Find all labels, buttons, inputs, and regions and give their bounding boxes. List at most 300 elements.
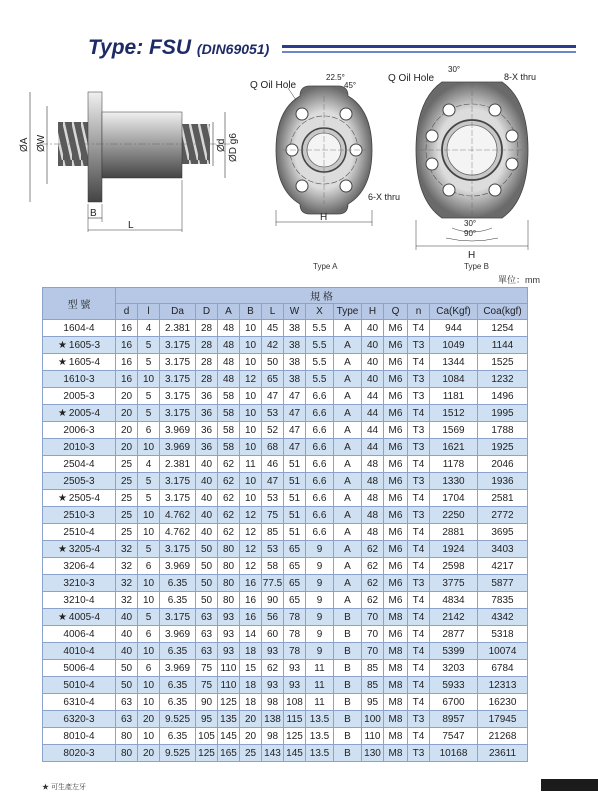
table-cell: 63 (196, 643, 218, 660)
table-cell: 20 (116, 422, 138, 439)
table-cell: 16 (240, 575, 262, 592)
table-cell: 1995 (478, 405, 528, 422)
table-cell: T4 (408, 643, 430, 660)
table-cell: 1330 (430, 473, 478, 490)
table-row (43, 405, 528, 422)
table-cell: 10074 (478, 643, 528, 660)
table-cell: A (334, 422, 362, 439)
table-cell: T4 (408, 592, 430, 609)
table-cell: T3 (408, 422, 430, 439)
table-cell: 62 (218, 507, 240, 524)
table-row (43, 592, 528, 609)
table-cell: 20 (116, 388, 138, 405)
table-cell: 42 (262, 337, 284, 354)
table-cell: 18 (240, 643, 262, 660)
table-cell: 4217 (478, 558, 528, 575)
table-cell: 95 (362, 694, 384, 711)
table-cell: T4 (408, 541, 430, 558)
dim-a: ØA (19, 137, 30, 152)
table-cell: 16230 (478, 694, 528, 711)
table-cell: 5.5 (306, 337, 334, 354)
table-cell: A (334, 405, 362, 422)
table-cell: 80 (218, 558, 240, 575)
left-thread-star-icon: ★ (57, 543, 67, 555)
table-cell: 48 (362, 524, 384, 541)
table-cell: T4 (408, 694, 430, 711)
table-cell: 130 (362, 745, 384, 762)
table-cell: 28 (196, 354, 218, 371)
table-cell: 32 (116, 558, 138, 575)
table-cell: 145 (284, 745, 306, 762)
table-cell: 62 (218, 490, 240, 507)
table-cell: 63 (196, 626, 218, 643)
model-cell (43, 694, 116, 711)
table-cell: 20 (116, 405, 138, 422)
model-cell (43, 320, 116, 337)
table-cell: 98 (262, 728, 284, 745)
table-cell: M6 (384, 473, 408, 490)
table-cell: 93 (218, 609, 240, 626)
table-cell: 32 (116, 575, 138, 592)
table-cell: 93 (218, 643, 240, 660)
table-cell: A (334, 473, 362, 490)
table-cell: T4 (408, 524, 430, 541)
table-cell: 3.175 (160, 609, 196, 626)
model-header: 型 號 (43, 288, 116, 320)
table-cell: 5 (138, 541, 160, 558)
table-cell: M6 (384, 541, 408, 558)
table-cell: 4.762 (160, 507, 196, 524)
table-cell: 3.175 (160, 354, 196, 371)
model-cell (43, 371, 116, 388)
table-cell: 1178 (430, 456, 478, 473)
footnote: ★ 可生產左牙 (42, 784, 86, 791)
table-cell: 75 (196, 677, 218, 694)
table-cell: 48 (362, 473, 384, 490)
table-cell: 2581 (478, 490, 528, 507)
table-cell: 40 (196, 507, 218, 524)
left-thread-star-icon: ★ (57, 492, 67, 504)
table-row (43, 643, 528, 660)
model-cell (43, 626, 116, 643)
table-cell: 75 (196, 660, 218, 677)
model-cell (43, 490, 116, 507)
left-thread-star-icon: ★ (57, 611, 67, 623)
table-cell: 62 (362, 592, 384, 609)
table-cell: 1344 (430, 354, 478, 371)
table-cell: B (334, 643, 362, 660)
table-cell: 51 (284, 473, 306, 490)
table-cell: 6.35 (160, 575, 196, 592)
table-cell: T3 (408, 337, 430, 354)
column-header: B (240, 304, 262, 320)
table-cell: M6 (384, 507, 408, 524)
table-cell: 51 (284, 456, 306, 473)
dim-b: B (90, 208, 97, 219)
table-cell: 28 (196, 337, 218, 354)
table-cell: 108 (284, 694, 306, 711)
table-cell: A (334, 575, 362, 592)
table-row (43, 354, 528, 371)
column-header: A (218, 304, 240, 320)
table-cell: 93 (284, 677, 306, 694)
table-cell: M8 (384, 660, 408, 677)
table-cell: B (334, 728, 362, 745)
table-cell: 12 (240, 371, 262, 388)
table-cell: M6 (384, 439, 408, 456)
table-cell: 6 (138, 626, 160, 643)
table-cell: M6 (384, 371, 408, 388)
table-cell: T4 (408, 320, 430, 337)
table-cell: M6 (384, 524, 408, 541)
table-row (43, 711, 528, 728)
table-row (43, 558, 528, 575)
table-cell: 7835 (478, 592, 528, 609)
table-cell: 53 (262, 405, 284, 422)
table-cell: 9 (306, 558, 334, 575)
table-cell: 90 (196, 694, 218, 711)
table-cell: 45 (262, 320, 284, 337)
table-cell: 53 (262, 490, 284, 507)
table-cell: T4 (408, 609, 430, 626)
table-cell: A (334, 439, 362, 456)
model-number: 2505-4 (68, 492, 101, 504)
table-cell: 62 (218, 456, 240, 473)
table-cell: 10 (138, 575, 160, 592)
table-row (43, 371, 528, 388)
table-cell: 1621 (430, 439, 478, 456)
table-cell: 38 (284, 337, 306, 354)
table-cell: 25 (240, 745, 262, 762)
table-cell: 50 (116, 677, 138, 694)
table-cell: 1924 (430, 541, 478, 558)
table-cell: A (334, 337, 362, 354)
table-row (43, 422, 528, 439)
table-cell: 40 (116, 643, 138, 660)
table-cell: 6784 (478, 660, 528, 677)
table-cell: 12 (240, 524, 262, 541)
table-cell: 40 (362, 337, 384, 354)
nut-body (102, 112, 182, 178)
table-cell: 10 (138, 507, 160, 524)
table-cell: 44 (362, 405, 384, 422)
model-cell (43, 388, 116, 405)
model-number: 3205-4 (68, 543, 101, 555)
table-cell: 48 (218, 371, 240, 388)
table-row (43, 473, 528, 490)
table-cell: 6 (138, 558, 160, 575)
table-cell: 10 (240, 490, 262, 507)
table-cell: 6.6 (306, 405, 334, 422)
type-b-angle-1: 30° (448, 65, 461, 74)
table-cell: 944 (430, 320, 478, 337)
table-cell: 50 (116, 660, 138, 677)
table-cell: 40 (196, 456, 218, 473)
dim-l: L (128, 220, 134, 231)
nut-flange (88, 92, 102, 202)
table-cell: 10 (138, 643, 160, 660)
table-cell: 10 (138, 592, 160, 609)
model-number: 2505-3 (63, 475, 95, 487)
column-header: D (196, 304, 218, 320)
table-cell: 5 (138, 337, 160, 354)
title-sub: (DIN69051) (196, 41, 270, 57)
table-cell: 51 (284, 524, 306, 541)
table-cell: 60 (262, 626, 284, 643)
table-cell: 2046 (478, 456, 528, 473)
table-cell: M6 (384, 575, 408, 592)
dim-d-g6: ØD g6 (228, 133, 239, 162)
table-cell: T4 (408, 728, 430, 745)
dim-d-small: Ød (216, 138, 227, 152)
table-cell: 65 (284, 558, 306, 575)
dim-w: ØW (36, 134, 47, 152)
table-cell: 78 (284, 643, 306, 660)
table-cell: 3.969 (160, 439, 196, 456)
table-cell: 28 (196, 371, 218, 388)
table-cell: 21268 (478, 728, 528, 745)
table-cell: M6 (384, 388, 408, 405)
table-cell: 5 (138, 473, 160, 490)
table-cell: 143 (262, 745, 284, 762)
table-cell: 8957 (430, 711, 478, 728)
table-row (43, 320, 528, 337)
table-cell: 36 (196, 439, 218, 456)
table-cell: 4342 (478, 609, 528, 626)
table-cell: 20 (240, 711, 262, 728)
table-cell: 1181 (430, 388, 478, 405)
table-cell: 6.6 (306, 524, 334, 541)
model-number: 4010-4 (63, 645, 95, 657)
model-cell (43, 558, 116, 575)
table-cell: M6 (384, 626, 408, 643)
spec-table (42, 287, 528, 762)
model-cell (43, 439, 116, 456)
table-cell: M8 (384, 711, 408, 728)
table-row (43, 524, 528, 541)
table-cell: 48 (362, 456, 384, 473)
table-cell: 9 (306, 643, 334, 660)
table-cell: 63 (196, 609, 218, 626)
table-cell: 47 (284, 439, 306, 456)
table-cell: 40 (116, 626, 138, 643)
corner-mark (541, 779, 598, 791)
table-cell: A (334, 371, 362, 388)
table-cell: 6 (138, 422, 160, 439)
table-cell: T3 (408, 473, 430, 490)
table-cell: 1232 (478, 371, 528, 388)
table-cell: 80 (218, 575, 240, 592)
table-cell: 70 (362, 626, 384, 643)
table-cell: M8 (384, 694, 408, 711)
table-cell: M6 (384, 558, 408, 575)
table-cell: 6.35 (160, 728, 196, 745)
table-cell: 10 (240, 473, 262, 490)
table-cell: T4 (408, 456, 430, 473)
table-cell: 62 (362, 558, 384, 575)
table-cell: T3 (408, 507, 430, 524)
table-cell: 3.175 (160, 473, 196, 490)
table-cell: 1569 (430, 422, 478, 439)
table-row (43, 660, 528, 677)
table-cell: T3 (408, 439, 430, 456)
table-cell: A (334, 456, 362, 473)
table-cell: 12313 (478, 677, 528, 694)
column-header: Q (384, 304, 408, 320)
table-cell: 5399 (430, 643, 478, 660)
table-cell: 5933 (430, 677, 478, 694)
table-cell: 10 (138, 524, 160, 541)
table-cell: 18 (240, 677, 262, 694)
model-cell (43, 660, 116, 677)
table-cell: 105 (196, 728, 218, 745)
table-cell: 38 (284, 354, 306, 371)
table-cell: 3.969 (160, 660, 196, 677)
type-a-label: Type A (313, 262, 338, 271)
table-cell: 40 (362, 371, 384, 388)
table-cell: A (334, 354, 362, 371)
table-cell: 125 (196, 745, 218, 762)
model-number: 5006-4 (63, 662, 95, 674)
table-cell: M6 (384, 320, 408, 337)
table-cell: 80 (218, 592, 240, 609)
table-cell: 53 (262, 541, 284, 558)
table-cell: 25 (116, 490, 138, 507)
table-cell: 44 (362, 388, 384, 405)
column-header: Type (334, 304, 362, 320)
table-cell: T4 (408, 660, 430, 677)
table-cell: 13.5 (306, 728, 334, 745)
table-cell: 5.5 (306, 371, 334, 388)
table-cell: 5877 (478, 575, 528, 592)
table-cell: 100 (362, 711, 384, 728)
table-cell: T3 (408, 371, 430, 388)
table-cell: 9 (306, 592, 334, 609)
type-b-thru: 8-X thru (504, 72, 537, 82)
column-header: H (362, 304, 384, 320)
table-cell: 10 (138, 371, 160, 388)
table-cell: 46 (262, 456, 284, 473)
model-cell (43, 711, 116, 728)
table-cell: 25 (116, 507, 138, 524)
table-cell: 93 (262, 643, 284, 660)
table-row (43, 745, 528, 762)
model-number: 1605-3 (68, 339, 101, 351)
table-cell: 110 (218, 677, 240, 694)
table-cell: T4 (408, 405, 430, 422)
model-number: 3206-4 (63, 560, 95, 572)
table-row (43, 728, 528, 745)
technical-drawing (0, 0, 598, 280)
table-cell: A (334, 524, 362, 541)
model-cell (43, 575, 116, 592)
table-cell: A (334, 490, 362, 507)
table-row (43, 490, 528, 507)
model-number: 2510-3 (63, 509, 95, 521)
table-cell: 5 (138, 354, 160, 371)
table-cell: 3.175 (160, 388, 196, 405)
table-cell: 32 (116, 592, 138, 609)
table-cell: 58 (218, 439, 240, 456)
table-cell: 1144 (478, 337, 528, 354)
table-cell: 1084 (430, 371, 478, 388)
table-cell: 58 (218, 388, 240, 405)
model-cell (43, 507, 116, 524)
table-cell: 9 (306, 626, 334, 643)
model-cell (43, 422, 116, 439)
model-number: 5010-4 (63, 679, 95, 691)
model-cell (43, 541, 116, 558)
table-cell: A (334, 541, 362, 558)
table-cell: 6.35 (160, 677, 196, 694)
model-number: 6310-4 (63, 696, 95, 708)
table-cell: 48 (218, 337, 240, 354)
table-cell: T4 (408, 677, 430, 694)
table-cell: 5318 (478, 626, 528, 643)
column-header: W (284, 304, 306, 320)
type-a-angle-1: 22.5° (326, 73, 345, 82)
table-cell: 2877 (430, 626, 478, 643)
table-cell: 77.5 (262, 575, 284, 592)
table-cell: 3.175 (160, 337, 196, 354)
type-b-angle-2: 30° (464, 219, 477, 228)
table-cell: 98 (262, 694, 284, 711)
table-cell: 48 (218, 320, 240, 337)
table-cell: 14 (240, 626, 262, 643)
table-cell: 115 (284, 711, 306, 728)
table-cell: 10 (138, 694, 160, 711)
model-number: 2510-4 (63, 526, 95, 538)
table-cell: 9 (306, 609, 334, 626)
table-cell: 47 (262, 388, 284, 405)
table-cell: 36 (196, 422, 218, 439)
table-cell: 16 (240, 609, 262, 626)
table-cell: 5 (138, 405, 160, 422)
model-number: 4006-4 (63, 628, 95, 640)
table-cell: 38 (284, 371, 306, 388)
table-cell: 125 (218, 694, 240, 711)
table-cell: 62 (218, 473, 240, 490)
table-cell: 135 (218, 711, 240, 728)
table-cell: 58 (262, 558, 284, 575)
unit-label: 單位：mm (498, 275, 540, 285)
table-cell: 25 (116, 456, 138, 473)
table-cell: 51 (284, 507, 306, 524)
table-cell: 36 (196, 405, 218, 422)
table-cell: 13.5 (306, 745, 334, 762)
table-cell: M6 (384, 456, 408, 473)
model-cell (43, 592, 116, 609)
table-cell: 68 (262, 439, 284, 456)
table-cell: 63 (116, 694, 138, 711)
table-cell: 52 (262, 422, 284, 439)
table-cell: 65 (284, 541, 306, 558)
table-cell: M6 (384, 592, 408, 609)
model-cell (43, 405, 116, 422)
table-cell: T3 (408, 388, 430, 405)
column-header: d (116, 304, 138, 320)
table-row (43, 609, 528, 626)
table-cell: 62 (362, 541, 384, 558)
table-cell: 20 (240, 728, 262, 745)
table-cell: M6 (384, 422, 408, 439)
table-cell: 32 (116, 541, 138, 558)
table-cell: 1254 (478, 320, 528, 337)
table-cell: 58 (218, 405, 240, 422)
type-b-label: Type B (464, 262, 489, 271)
column-header: Ca(Kgf) (430, 304, 478, 320)
table-row (43, 541, 528, 558)
